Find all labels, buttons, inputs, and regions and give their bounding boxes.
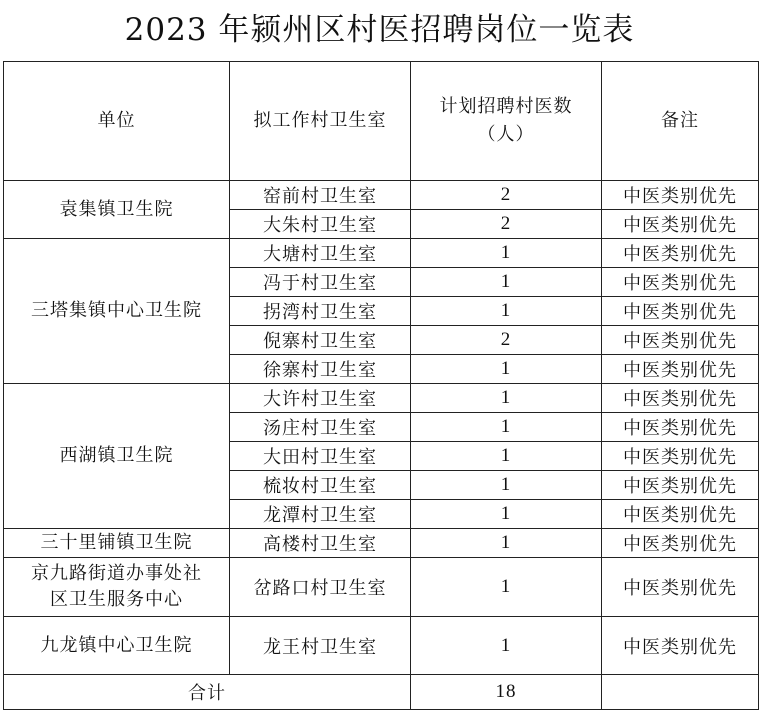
clinic-cell: 窑前村卫生室 <box>230 181 411 210</box>
clinic-cell: 龙王村卫生室 <box>230 617 411 675</box>
remark-cell: 中医类别优先 <box>602 239 759 268</box>
count-cell: 1 <box>411 413 602 442</box>
unit-cell <box>4 558 230 617</box>
clinic-cell: 大塘村卫生室 <box>230 239 411 268</box>
table-row <box>4 617 759 675</box>
clinic-cell: 汤庄村卫生室 <box>230 413 411 442</box>
total-label: 合计 <box>4 675 411 710</box>
total-remark <box>602 675 759 710</box>
remark-cell: 中医类别优先 <box>602 181 759 210</box>
clinic-cell: 大朱村卫生室 <box>230 210 411 239</box>
header-remark: 备注 <box>602 62 759 181</box>
remark-cell: 中医类别优先 <box>602 471 759 500</box>
table-row <box>4 558 759 617</box>
count-cell: 1 <box>411 558 602 617</box>
count-cell: 1 <box>411 529 602 558</box>
count-cell: 1 <box>411 442 602 471</box>
count-cell: 2 <box>411 210 602 239</box>
remark-cell: 中医类别优先 <box>602 529 759 558</box>
header-count <box>411 62 602 181</box>
count-cell: 1 <box>411 384 602 413</box>
count-cell: 1 <box>411 239 602 268</box>
clinic-cell: 徐寨村卫生室 <box>230 355 411 384</box>
count-cell: 1 <box>411 355 602 384</box>
count-cell: 1 <box>411 297 602 326</box>
total-row <box>4 675 759 710</box>
header-count-line2: （人） <box>477 124 535 145</box>
table-header-row <box>4 62 759 181</box>
table-row <box>4 529 759 558</box>
remark-cell: 中医类别优先 <box>602 500 759 529</box>
count-cell: 1 <box>411 617 602 675</box>
unit-cell: 三塔集镇中心卫生院 <box>4 239 230 384</box>
table-row <box>4 384 759 413</box>
clinic-cell: 大田村卫生室 <box>230 442 411 471</box>
count-cell: 1 <box>411 268 602 297</box>
clinic-cell: 大许村卫生室 <box>230 384 411 413</box>
clinic-cell: 冯于村卫生室 <box>230 268 411 297</box>
page-title: 2023 年颍州区村医招聘岗位一览表 <box>124 12 635 48</box>
remark-cell: 中医类别优先 <box>602 442 759 471</box>
remark-cell: 中医类别优先 <box>602 326 759 355</box>
clinic-cell: 龙潭村卫生室 <box>230 500 411 529</box>
unit-cell: 九龙镇中心卫生院 <box>4 617 230 675</box>
remark-cell: 中医类别优先 <box>602 558 759 617</box>
clinic-cell: 拐湾村卫生室 <box>230 297 411 326</box>
unit-cell: 三十里铺镇卫生院 <box>4 529 230 558</box>
total-count: 18 <box>411 675 602 710</box>
table-row <box>4 239 759 268</box>
count-cell: 2 <box>411 326 602 355</box>
remark-cell: 中医类别优先 <box>602 268 759 297</box>
clinic-cell: 岔路口村卫生室 <box>230 558 411 617</box>
unit-cell: 西湖镇卫生院 <box>4 384 230 529</box>
unit-cell: 袁集镇卫生院 <box>4 181 230 239</box>
recruitment-table <box>3 61 759 710</box>
count-cell: 2 <box>411 181 602 210</box>
remark-cell: 中医类别优先 <box>602 413 759 442</box>
unit-name-line2: 区卫生服务中心 <box>50 589 183 610</box>
remark-cell: 中医类别优先 <box>602 617 759 675</box>
header-unit: 单位 <box>4 62 230 181</box>
remark-cell: 中医类别优先 <box>602 384 759 413</box>
header-count-line1: 计划招聘村医数 <box>439 96 573 117</box>
remark-cell: 中医类别优先 <box>602 355 759 384</box>
header-clinic: 拟工作村卫生室 <box>230 62 411 181</box>
count-cell: 1 <box>411 500 602 529</box>
unit-name-line1: 京九路街道办事处社 <box>31 563 202 584</box>
remark-cell: 中医类别优先 <box>602 210 759 239</box>
table-row <box>4 181 759 210</box>
remark-cell: 中医类别优先 <box>602 297 759 326</box>
count-cell: 1 <box>411 471 602 500</box>
clinic-cell: 高楼村卫生室 <box>230 529 411 558</box>
clinic-cell: 倪寨村卫生室 <box>230 326 411 355</box>
clinic-cell: 梳妆村卫生室 <box>230 471 411 500</box>
